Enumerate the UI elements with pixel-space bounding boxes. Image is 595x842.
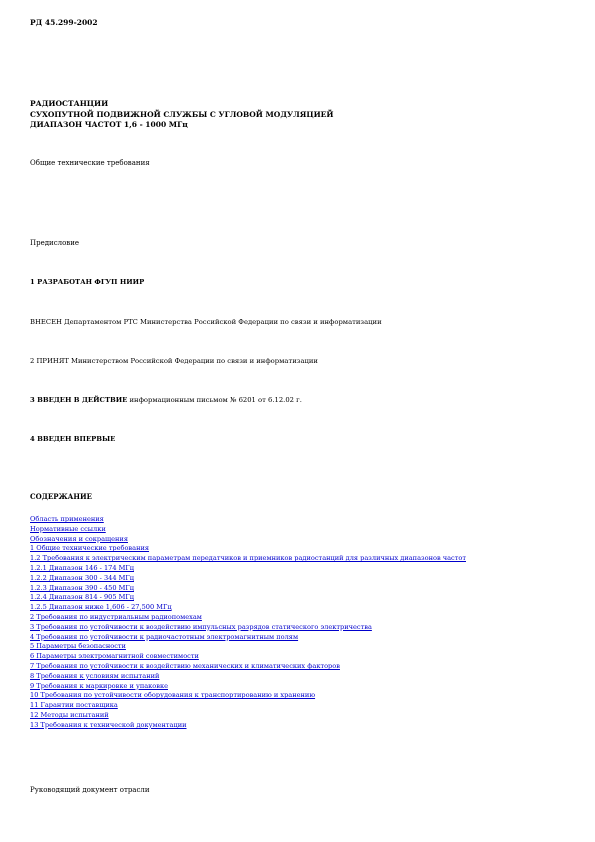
document-title [30, 99, 333, 131]
toc-link[interactable]: 1.2.1 Диапазон 146 - 174 МГц [30, 563, 134, 572]
toc-link[interactable]: 12 Методы испытаний [30, 710, 109, 719]
preface-item-adopted: 2 ПРИНЯТ Министерством Российской Федерации по связи и информатизации [30, 357, 318, 365]
toc-link[interactable]: 1.2.2 Диапазон 300 - 344 МГц [30, 573, 134, 582]
toc-link[interactable]: 1.2 Требования к электрическим параметрам передатчиков и приемников радиостанций для различных диапазонов частот [30, 554, 466, 563]
preface-heading: Предисловие [30, 239, 80, 247]
toc-link[interactable]: 1.2.3 Диапазон 390 - 450 МГц [30, 583, 134, 592]
toc-link[interactable]: 1.2.4 Диапазон 814 - 905 МГц [30, 593, 134, 602]
preface-item-effective [30, 396, 302, 404]
toc-link[interactable]: 9 Требования к маркировке и упаковке [30, 681, 168, 690]
document-subtitle: Общие технические требования [30, 159, 150, 167]
toc-link[interactable]: 6 Параметры электромагнитной совместимости [30, 652, 199, 661]
toc-link[interactable]: 1.2.5 Диапазон ниже 1,606 - 27,500 МГц [30, 603, 172, 612]
toc-link[interactable]: Нормативные ссылки [30, 524, 106, 533]
toc-link[interactable]: 7 Требования по устойчивости к воздействию механических и климатических факторов [30, 661, 340, 670]
toc-heading: СОДЕРЖАНИЕ [30, 492, 92, 501]
title-line-1: РАДИОСТАНЦИИ [30, 99, 109, 108]
toc-link[interactable]: Обозначения и сокращения [30, 534, 128, 543]
preface-item-introduced: ВНЕСЕН Департаментом РТС Министерства Российской Федерации по связи и информатизации [30, 318, 382, 326]
document-code: РД 45.299-2002 [30, 18, 98, 27]
table-of-contents [30, 515, 550, 731]
toc-link[interactable]: 10 Требования по устойчивости оборудования к транспортированию и хранению [30, 691, 316, 700]
toc-link[interactable]: 1 Общие технические требования [30, 544, 150, 553]
title-line-2: СУХОПУТНОЙ ПОДВИЖНОЙ СЛУЖБЫ С УГЛОВОЙ МОДУЛЯЦИЕЙ [30, 109, 334, 119]
title-line-3: ДИАПАЗОН ЧАСТОТ 1,6 - 1000 МГц [30, 120, 188, 129]
preface-item-first-time: 4 ВВЕДЕН ВПЕРВЫЕ [30, 435, 116, 443]
document-type-line: Руководящий документ отрасли [30, 786, 150, 794]
toc-link[interactable]: 2 Требования по индустриальным радиопомехам [30, 612, 202, 621]
preface-item-effective-label: 3 ВВЕДЕН В ДЕЙСТВИЕ [30, 396, 128, 404]
toc-link[interactable]: 4 Требования по устойчивости к радиочастотным электромагнитным полям [30, 632, 299, 641]
toc-link[interactable]: 3 Требования по устойчивости к воздействию импульсных разрядов статического электричества [30, 622, 372, 631]
preface-item-developed: 1 РАЗРАБОТАН ФГУП НИИР [30, 278, 145, 286]
toc-link[interactable]: 8 Требования к условиям испытаний [30, 671, 160, 680]
toc-link[interactable]: 5 Параметры безопасности [30, 642, 126, 651]
toc-link[interactable]: 13 Требования к технической документации [30, 720, 187, 729]
toc-link[interactable]: 11 Гарантии поставщика [30, 701, 118, 710]
toc-link[interactable]: Область применения [30, 515, 104, 523]
preface-item-effective-text: информационным письмом № 6201 от 6.12.02 г. [127, 396, 302, 404]
